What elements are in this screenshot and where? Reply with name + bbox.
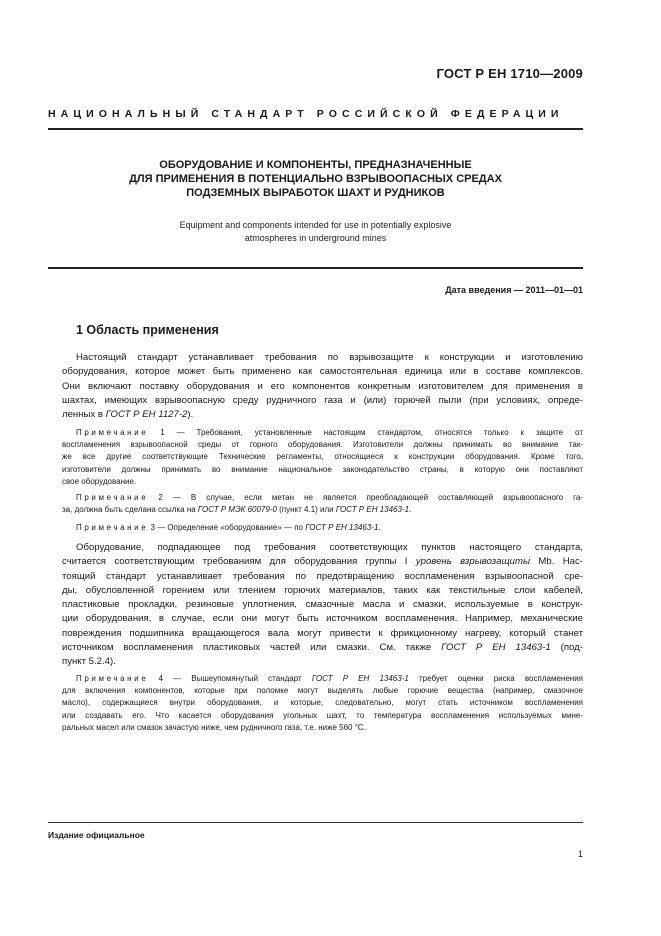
top-rule [48, 128, 583, 130]
standard-reference: ГОСТ Р МЭК 60079-0 [197, 505, 277, 515]
text-fragment: за, должна быть сделана ссылка на [62, 505, 198, 515]
text-line: или создавать его. Что касается оборудования угольных шахт, то температура воспламенения используемых мине- [62, 710, 583, 720]
note-4 [62, 673, 583, 734]
text-line: Оборудование, подпадающее под требования соответствующих пунктов настоящего стандарта, [76, 542, 583, 553]
page-number: 1 [577, 849, 583, 859]
text-line: воспламенения взрывоопасной среды от горного оборудования. Изготовители должны принимать во внимание так- [62, 440, 583, 450]
text-fragment: считается соответствующим требованиям для оборудования группы I [62, 556, 416, 568]
gost-number: ГОСТ Р ЕН 1710—2009 [436, 66, 583, 81]
text-fragment: 2 — В случае, если метан не является преобладающей составляющей взрывоопасного га- [148, 493, 583, 502]
text-fragment: 3 — Определение «оборудование» — по [148, 523, 306, 532]
english-title-line: atmospheres in underground mines [244, 233, 387, 243]
section-heading: 1 Область применения [76, 323, 219, 337]
national-standard-heading: НАЦИОНАЛЬНЫЙ СТАНДАРТ РОССИЙСКОЙ ФЕДЕРАЦИИ [48, 108, 564, 120]
text-line: масло), содержащиеся внутри оборудования, и которые, следовательно, могут стать источником воспламенения [62, 698, 583, 708]
standard-reference: ГОСТ Р ЕН 13463-1 [335, 505, 410, 515]
official-edition-label: Издание официальное [48, 830, 145, 840]
scope-paragraph-1 [62, 351, 583, 422]
note-label: Примечание [76, 493, 149, 502]
russian-title-line: ПОДЗЕМНЫХ ВЫРАБОТОК ШАХТ И РУДНИКОВ [186, 187, 445, 199]
effective-date: Дата введения — 2011—01—01 [445, 285, 583, 295]
text-fragment: . [409, 505, 412, 515]
text-fragment: . [378, 523, 381, 532]
text-line: ральных масел или смазок зачастую ниже, чем рудничного газа, т.е. ниже 560 °С. [62, 722, 366, 732]
footer-rule [48, 822, 583, 823]
russian-title-line: ОБОРУДОВАНИЕ И КОМПОНЕНТЫ, ПРЕДНАЗНАЧЕННЫЕ [159, 159, 472, 171]
english-title-line: Equipment and components intended for use in potentially explosive [179, 220, 452, 230]
text-line: ции оборудования, в случае, если они могут быть источником воспламенения. Например, механические [62, 613, 583, 625]
note-label: Примечание [76, 428, 149, 437]
note-label: Примечание [76, 674, 149, 683]
standard-reference: ГОСТ Р ЕН 13463-1 [311, 674, 409, 683]
text-line: тоящий стандарт устанавливает требования по предотвращению воспламенения взрывоопасной сре- [62, 570, 583, 582]
note-1 [62, 427, 583, 488]
text-fragment: 4 — Вышеупомянутый стандарт [148, 674, 312, 683]
text-line: Настоящий стандарт устанавливает требования по взрывозащите к конструкции и изготовлению [76, 352, 583, 363]
text-line: пункт 5.2.4). [62, 656, 116, 668]
english-title [48, 219, 583, 245]
text-line: пластиковые прокладки, резиновые уплотнения, смазочные масла и смазки, используемые в конструк- [62, 599, 583, 611]
standard-reference: ГОСТ Р ЕН 13463-1 [305, 523, 379, 532]
text-fragment: Mb. Нас- [530, 556, 583, 568]
text-fragment: (пункт 4.1) или [276, 505, 336, 515]
text-fragment: ). [187, 409, 194, 421]
note-2 [62, 492, 583, 516]
text-line: свое оборудование. [62, 476, 137, 486]
scope-paragraph-2 [62, 541, 583, 670]
note-label: Примечание [76, 523, 149, 532]
text-fragment: (под- [550, 642, 583, 654]
russian-title-line: ДЛЯ ПРИМЕНЕНИЯ В ПОТЕНЦИАЛЬНО ВЗРЫВООПАСНЫХ СРЕДАХ [129, 173, 502, 185]
text-line: ды, обусловленной горением или тлением горючих материалов, таких как текстильные слои кабелей, [62, 584, 583, 596]
text-line: повреждения подшипника вращающегося вала могут привести к фрикционному нагреву, который станет [62, 627, 583, 639]
note-3 [62, 522, 583, 534]
text-fragment: 1 — Требования, установленные настоящим стандартом, относятся только к защите от [148, 428, 583, 437]
standard-reference: ГОСТ Р ЕН 1127-2 [105, 409, 188, 421]
russian-title [48, 158, 583, 200]
text-fragment: ленных в [62, 409, 106, 421]
text-line: изготовители должны принимать во внимание национальное законодательство страны, в которую они поставляют [62, 464, 583, 474]
text-line: же все другие соответствующие Технические регламенты, относящиеся к конструкции оборудования. Кроме того, [62, 452, 583, 462]
text-line: шахтах, имеющих взрывоопасную среду рудничного газа и (или) горючей пыли (при условиях, опреде- [62, 394, 583, 406]
text-line: Они включают поставку оборудования и его компонентов конкретным изготовителем для применения в [62, 380, 583, 392]
text-line: оборудования, которое может быть применено как самостоятельная единица или в составе комплексов. [62, 366, 583, 378]
protection-level-term: уровень взрывозащиты [415, 556, 531, 568]
text-fragment: требует оценки риска воспламенения [408, 674, 583, 683]
text-fragment: источником воспламенения пластиковых частей или смазки. См. также [62, 642, 442, 654]
text-line: для включения компонентов, которые при поломке могут выделять любые горючие вещества (например, смазочное [62, 686, 583, 696]
title-rule [48, 267, 583, 269]
standard-reference: ГОСТ Р ЕН 13463-1 [441, 642, 551, 654]
